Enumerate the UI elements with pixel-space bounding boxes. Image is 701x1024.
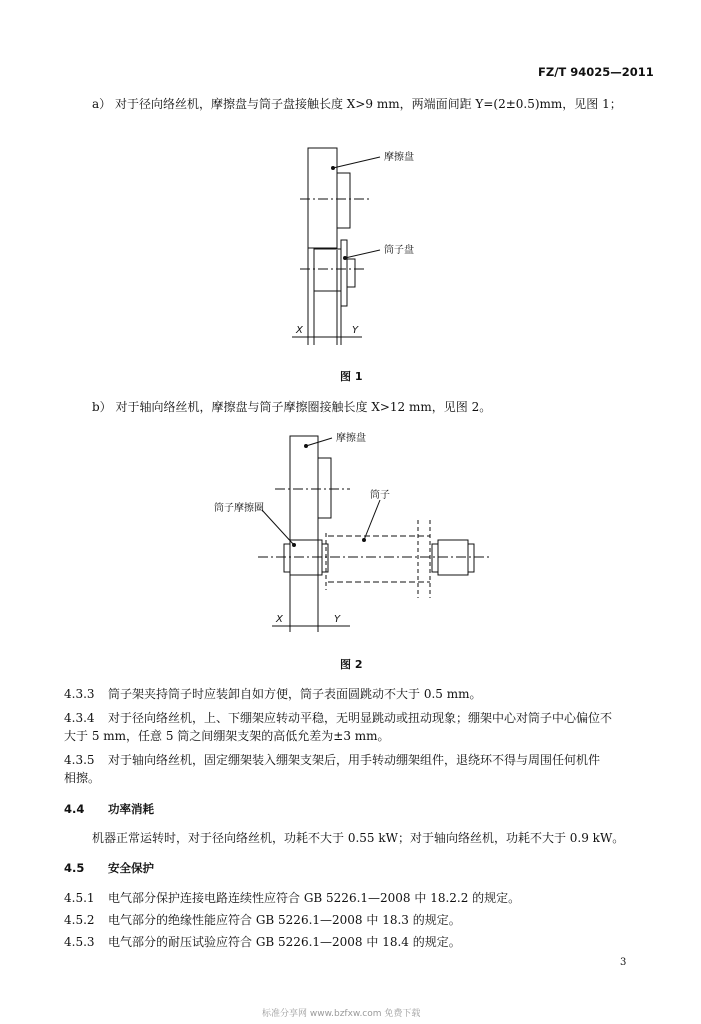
fig1-leader-tube-disc <box>345 250 380 258</box>
section-4-4-heading: 4.4 功率消耗 <box>64 802 154 816</box>
figure-2-caption: 图 2 <box>340 658 363 671</box>
clause-4-3-3: 4.3.3 筒子架夹持筒子时应装卸自如方便，筒子表面圆跳动不大于 0.5 mm。 <box>64 687 482 701</box>
fig2-label-tube: 筒子 <box>370 490 390 501</box>
section-4-5-heading: 4.5 安全保护 <box>64 861 154 875</box>
clause-4-3-5-cont: 相擦。 <box>64 771 101 785</box>
fig2-label-y: Y <box>334 614 341 625</box>
fig2-label-friction-disc: 摩擦盘 <box>336 433 366 444</box>
fig2-disc-hub <box>318 458 331 518</box>
fig1-friction-disc <box>308 148 337 248</box>
clause-4-3-4: 4.3.4 对于径向络丝机，上、下绷架应转动平稳，无明显跳动或扭动现象；绷架中心对筒子中心偏位不 <box>64 711 613 725</box>
fig1-label-y: Y <box>352 325 359 336</box>
fig2-leader-disc <box>306 438 332 446</box>
fig2-friction-disc <box>290 436 318 540</box>
clause-4-5-3: 4.5.3 电气部分的耐压试验应符合 GB 5226.1—2008 中 18.4 的规定。 <box>64 935 461 949</box>
fig1-label-friction-disc: 摩擦盘 <box>384 152 414 163</box>
fig1-tube-hub <box>347 259 355 287</box>
standard-code: FZ/T 94025—2011 <box>538 65 654 79</box>
fig1-leader-disc <box>333 157 380 168</box>
page-number: 3 <box>620 957 627 968</box>
paragraph-b: b） 对于轴向络丝机，摩擦盘与筒子摩擦圈接触长度 X>12 mm，见图 2。 <box>92 400 492 414</box>
fig1-disc-hub <box>337 173 350 228</box>
paragraph-a: a） 对于径向络丝机，摩擦盘与筒子盘接触长度 X>9 mm，两端面间距 Y=(2±0.5)mm，见图 1； <box>92 97 622 111</box>
watermark: 标准分享网 www.bzfxw.com 免费下载 <box>262 1009 421 1019</box>
fig1-label-x: X <box>296 325 303 336</box>
clause-4-5-1: 4.5.1 电气部分保护连接电路连续性应符合 GB 5226.1—2008 中 18.2.2 的规定。 <box>64 891 521 905</box>
clause-4-3-4-cont: 大于 5 mm，任意 5 筒之间绷架支架的高低允差为±3 mm。 <box>64 729 390 743</box>
fig2-label-tube-ring: 筒子摩擦圈 <box>214 503 264 514</box>
figure-1-caption: 图 1 <box>340 370 363 383</box>
figure-1-diagram <box>0 140 701 380</box>
clause-4-5-2: 4.5.2 电气部分的绝缘性能应符合 GB 5226.1—2008 中 18.3 的规定。 <box>64 913 461 927</box>
figure-2-diagram <box>0 425 701 645</box>
fig1-tube-disc <box>341 240 347 306</box>
fig1-label-tube-disc: 筒子盘 <box>384 245 414 256</box>
power-consumption-text: 机器正常运转时，对于径向络丝机，功耗不大于 0.55 kW；对于轴向络丝机，功耗不大于 0.9 kW。 <box>92 831 625 845</box>
fig2-leader-tube <box>364 500 380 540</box>
fig2-leader-ring <box>262 510 294 545</box>
clause-4-3-5: 4.3.5 对于轴向络丝机，固定绷架装入绷架支架后，用手转动绷架组件，退绕环不得与周围任何机件 <box>64 753 601 767</box>
fig2-label-x: X <box>276 614 283 625</box>
